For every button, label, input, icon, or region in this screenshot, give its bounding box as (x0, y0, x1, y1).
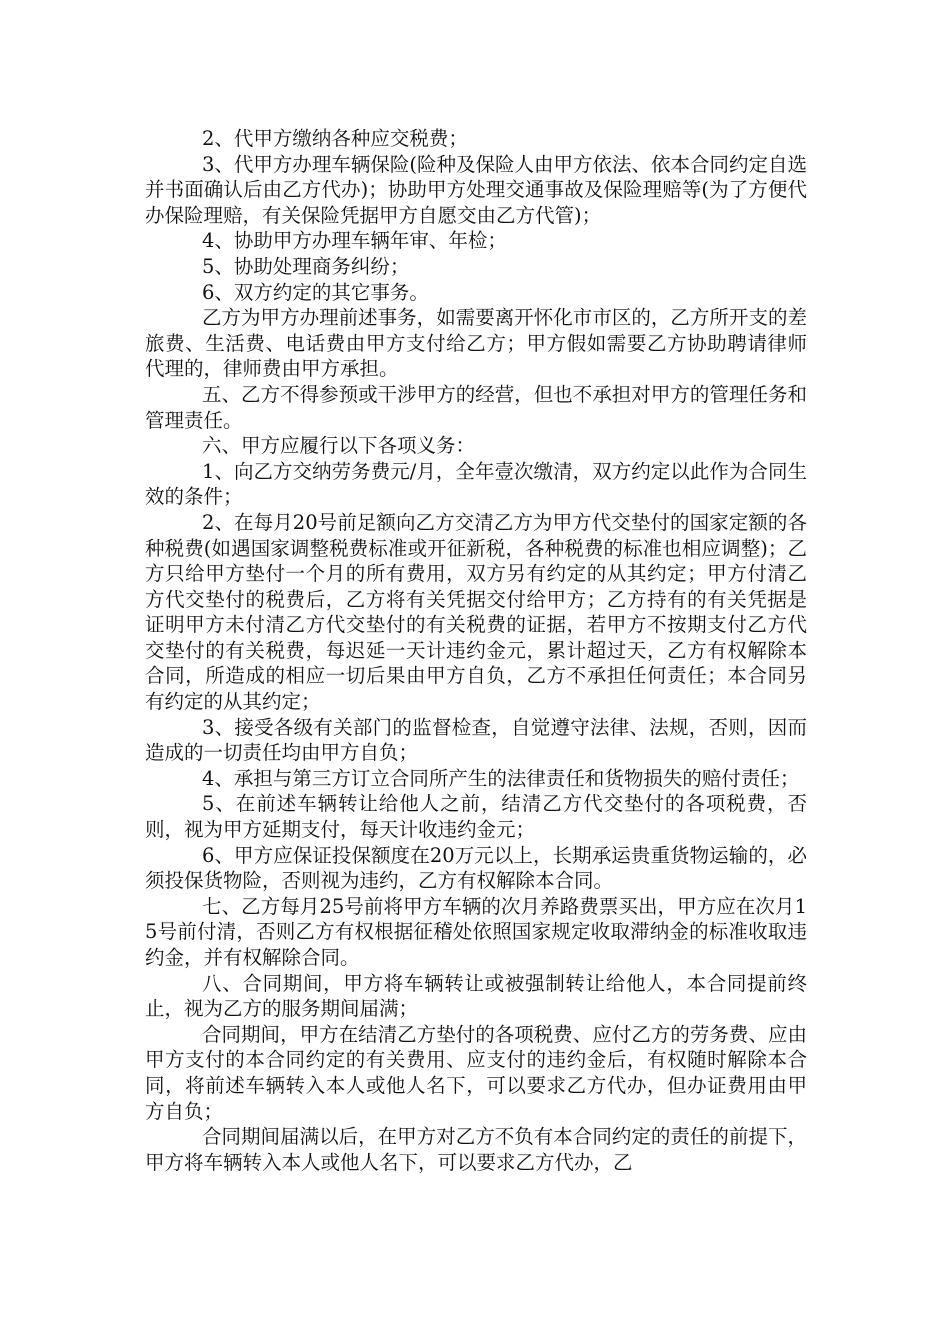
paragraph: 五、乙方不得参预或干涉甲方的经营，但也不承担对甲方的管理任务和管理责任。 (145, 382, 807, 432)
paragraph: 6、甲方应保证投保额度在20万元以上，长期承运贵重货物运输的，必须投保货物险，否则视为违约，乙方有权解除本合同。 (145, 843, 807, 893)
paragraph: 2、在每月20号前足额向乙方交清乙方为甲方代交垫付的国家定额的各种税费(如遇国家调整税费标准或开征新税，各种税费的标准也相应调整)；乙方只给甲方垫付一个月的所有费用，双方另有约定的从其约定；甲方付清乙方代交垫付的税费后，乙方将有关凭据交付给甲方；乙方持有的有关凭据是证明甲方未付清乙方代交垫付的有关税费的证据，若甲方不按期支付乙方代交垫付的有关税费，每迟延一天计违约金元，累计超过天，乙方有权解除本合同，所造成的相应一切后果由甲方自负，乙方不承担任何责任；本合同另有约定的从其约定； (145, 510, 807, 714)
paragraph: 合同期间，甲方在结清乙方垫付的各项税费、应付乙方的劳务费、应由甲方支付的本合同约定的有关费用、应支付的违约金后，有权随时解除本合同，将前述车辆转入本人或他人名下，可以要求乙方代办，但办证费用由甲方自负； (145, 1022, 807, 1123)
paragraph: 4、协助甲方办理车辆年审、年检； (202, 229, 507, 253)
paragraph: 5、在前述车辆转让给他人之前，结清乙方代交垫付的各项税费，否则，视为甲方延期支付，每天计收违约金元； (145, 792, 807, 842)
paragraph: 2、代甲方缴纳各种应交税费； (202, 127, 468, 150)
paragraph: 七、乙方每月25号前将甲方车辆的次月养路费票买出，甲方应在次月15号前付清，否则乙方有权根据征稽处依照国家规定收取滞纳金的标准收取违约金，并有权解除合同。 (145, 894, 807, 969)
document-body (145, 126, 807, 1175)
paragraph: 4、承担与第三方订立合同所产生的法律责任和货物损失的赔付责任； (202, 766, 800, 790)
paragraph: 3、接受各级有关部门的监督检查，自觉遵守法律、法规，否则，因而造成的一切责任均由甲方自负； (145, 715, 807, 765)
paragraph: 6、双方约定的其它事务。 (202, 280, 429, 304)
paragraph: 合同期间届满以后，在甲方对乙方不负有本合同约定的责任的前提下，甲方将车辆转入本人或他人名下，可以要求乙方代办，乙 (145, 1125, 807, 1174)
paragraph: 乙方为甲方办理前述事务，如需要离开怀化市市区的，乙方所开支的差旅费、生活费、电话费由甲方支付给乙方；甲方假如需要乙方协助聘请律师代理的，律师费由甲方承担。 (145, 306, 807, 381)
paragraph: 5、协助处理商务纠纷； (202, 254, 410, 278)
paragraph: 六、甲方应履行以下各项义务： (202, 434, 476, 458)
paragraph: 八、合同期间，甲方将车辆转让或被强制转让给他人，本合同提前终止，视为乙方的服务期间届满； (145, 971, 807, 1021)
paragraph: 1、向乙方交纳劳务费元/月，全年壹次缴清，双方约定以此作为合同生效的条件； (145, 459, 807, 509)
paragraph: 3、代甲方办理车辆保险(险种及保险人由甲方依法、依本合同约定自选并书面确认后由乙方代办)；协助甲方处理交通事故及保险理赔等(为了方便代办保险理赔，有关保险凭据甲方自愿交由乙方代管)； (145, 152, 808, 227)
